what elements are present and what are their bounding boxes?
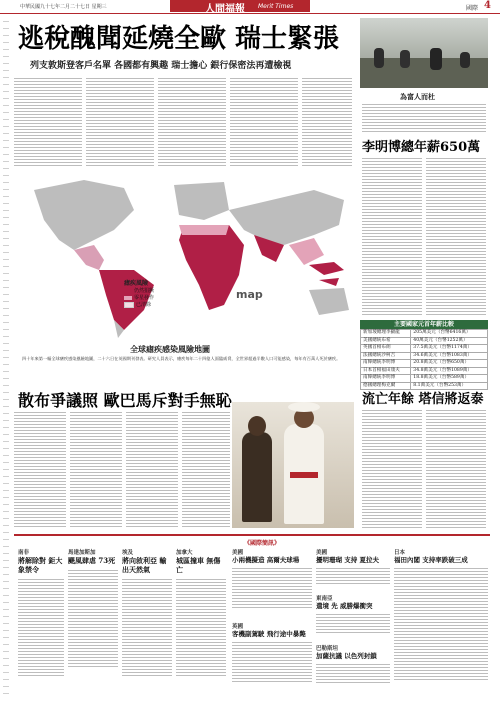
brief-item bbox=[176, 548, 226, 692]
legend-label: 零星發作 bbox=[134, 295, 155, 301]
map-legend bbox=[124, 278, 184, 308]
li-body-col-1 bbox=[362, 156, 422, 316]
table-cell: 205萬美元（台幣6416萬） bbox=[411, 330, 488, 338]
main-body-col-4 bbox=[230, 76, 298, 168]
brief-item bbox=[18, 548, 64, 692]
table-cell: 8.1萬美元（台幣253萬） bbox=[411, 382, 488, 390]
brief-headline: 將向敘利亞 輸出天然氣 bbox=[122, 556, 167, 574]
brief-headline: 客機副駕駛 飛行途中暴斃 bbox=[232, 630, 306, 638]
legend-swatch bbox=[124, 296, 132, 300]
map-title: 全球瘧疾感染風險地圖 bbox=[130, 344, 210, 354]
briefs-title: 《國際簡訊》 bbox=[244, 540, 281, 547]
brief-region: 美國 bbox=[232, 550, 244, 556]
brief-region: 英國 bbox=[232, 624, 244, 630]
brief-headline: 遣境 先 威勝爆衝突 bbox=[316, 602, 373, 610]
brief-region: 加拿大 bbox=[176, 550, 193, 556]
brief-item bbox=[122, 548, 172, 692]
table-cell: 18.8萬美元（台幣589萬） bbox=[411, 375, 488, 383]
main-body-col-1 bbox=[14, 76, 82, 168]
brief-headline: 福田內閣 支持率跌破三成 bbox=[394, 556, 468, 564]
obama-body-col-4 bbox=[182, 410, 230, 528]
brief-headline: 城區撞車 無傷亡 bbox=[176, 556, 221, 574]
brief-headline: 小兩機擬造 高爾夫球場 bbox=[232, 556, 300, 564]
salary-table-title: 主要國家元首年薪比較 bbox=[360, 320, 488, 329]
table-row bbox=[361, 345, 488, 353]
world-map-graphic bbox=[14, 170, 354, 340]
legend-item bbox=[124, 294, 184, 301]
legend-swatch bbox=[124, 289, 132, 293]
salary-table bbox=[360, 320, 488, 390]
brief-item bbox=[316, 548, 390, 592]
map-caption: 四十年來第一幅全球瘧疾感染風險地圖，二十六日在英國期刊發表。研究人員表示，瘧疾每年二十四億人面臨威脅，全世界超過半數人口可能感染，每年有百萬人死於瘧疾。 bbox=[22, 356, 341, 361]
brief-region: 馬達加斯加 bbox=[68, 550, 96, 556]
legend-item bbox=[124, 287, 184, 294]
table-cell: 20.8萬美元（台幣650萬） bbox=[411, 360, 488, 368]
main-body-col-3 bbox=[158, 76, 226, 168]
issue-date: 中華民國九十七年二月二十七日 星期三 bbox=[20, 4, 107, 10]
brief-region: 日本 bbox=[394, 550, 406, 556]
brief-region: 埃及 bbox=[122, 550, 134, 556]
table-cell: 美國總統布希 bbox=[361, 337, 411, 345]
obama-headline: 散布爭議照 歐巴馬斥對手無恥 bbox=[18, 391, 232, 410]
table-cell: 37.5萬美元（台幣1174萬） bbox=[411, 345, 488, 353]
exile-body-col-2 bbox=[426, 408, 486, 528]
table-cell: 德國總理梅克爾 bbox=[361, 382, 411, 390]
table-cell: 40萬美元（台幣1252萬） bbox=[411, 337, 488, 345]
legend-swatch bbox=[124, 302, 134, 308]
main-body-col-2 bbox=[86, 76, 154, 168]
table-cell: 南韓總統李明博 bbox=[361, 375, 411, 383]
obama-body-col-1 bbox=[14, 410, 66, 528]
table-row bbox=[361, 367, 488, 375]
table-row bbox=[361, 337, 488, 345]
table-cell: 日本首相福田康夫 bbox=[361, 367, 411, 375]
table-cell: 新加坡總理李顯龍 bbox=[361, 330, 411, 338]
brief-headline: 颶風肆虐 73死 bbox=[68, 556, 116, 565]
table-cell: 34.8萬美元（台幣1089萬） bbox=[411, 367, 488, 375]
table-cell: 法國總統沙柯吉 bbox=[361, 352, 411, 360]
legend-item bbox=[124, 301, 184, 308]
top-photo-text bbox=[362, 102, 486, 132]
masthead-logo: 人間福報 bbox=[205, 4, 245, 15]
legend-title: 瘧疾風險 bbox=[124, 280, 149, 287]
brief-region: 美國 bbox=[316, 550, 328, 556]
obama-body-col-2 bbox=[70, 410, 122, 528]
brief-region: 巴勒斯坦 bbox=[316, 646, 339, 652]
main-body-col-5 bbox=[302, 76, 352, 168]
briefs-section bbox=[14, 534, 490, 696]
brief-region: 東南亞 bbox=[316, 596, 333, 602]
section-name: 國際 bbox=[466, 5, 479, 12]
salary-rows bbox=[360, 329, 488, 390]
table-row bbox=[361, 375, 488, 383]
exile-body-col-1 bbox=[362, 408, 422, 528]
obama-body-col-3 bbox=[126, 410, 178, 528]
brief-headline: 加薩抗議 以色列封鎖 bbox=[316, 652, 377, 660]
table-cell: 英國首相布朗 bbox=[361, 345, 411, 353]
main-headline: 逃稅醜聞延燒全歐 瑞士緊張 bbox=[18, 24, 340, 54]
margin-strip bbox=[3, 15, 9, 695]
table-cell: 南韓總統李明博 bbox=[361, 360, 411, 368]
brief-item bbox=[394, 548, 488, 692]
main-subhead: 列支敦斯登客戶名單 各國都有興趣 瑞士擔心 銀行保密法再遭檢視 bbox=[30, 61, 292, 71]
li-headline: 李明博總年薪650萬 bbox=[362, 140, 481, 155]
legend-label: 已清除 bbox=[136, 302, 152, 308]
page-number: 4 bbox=[484, 0, 491, 11]
map-logo: map bbox=[236, 288, 263, 301]
table-cell: 34.6萬美元（台幣1083萬） bbox=[411, 352, 488, 360]
brief-item bbox=[232, 548, 312, 618]
brief-region: 南非 bbox=[18, 550, 30, 556]
exile-headline: 流亡年餘 塔信將返泰 bbox=[362, 392, 484, 407]
masthead bbox=[0, 0, 500, 14]
obama-photo bbox=[232, 402, 354, 528]
brief-item bbox=[68, 548, 118, 692]
table-row bbox=[361, 352, 488, 360]
brief-item bbox=[316, 644, 390, 692]
brief-item bbox=[232, 622, 312, 692]
brief-item bbox=[316, 594, 390, 642]
brief-headline: 將解除對 鉅大象禁令 bbox=[18, 556, 63, 574]
table-row bbox=[361, 360, 488, 368]
legend-label: 仍然猖獗 bbox=[134, 288, 155, 294]
table-row bbox=[361, 330, 488, 338]
li-body-col-2 bbox=[426, 156, 486, 316]
malaria-map bbox=[14, 170, 354, 340]
masthead-logo-sub: Merit Times bbox=[258, 3, 294, 10]
top-photo-caption: 為富人而杜 bbox=[400, 92, 435, 101]
top-right-photo bbox=[360, 18, 488, 88]
brief-headline: 擾明珊瑚 支持 夏拉夫 bbox=[316, 556, 380, 564]
